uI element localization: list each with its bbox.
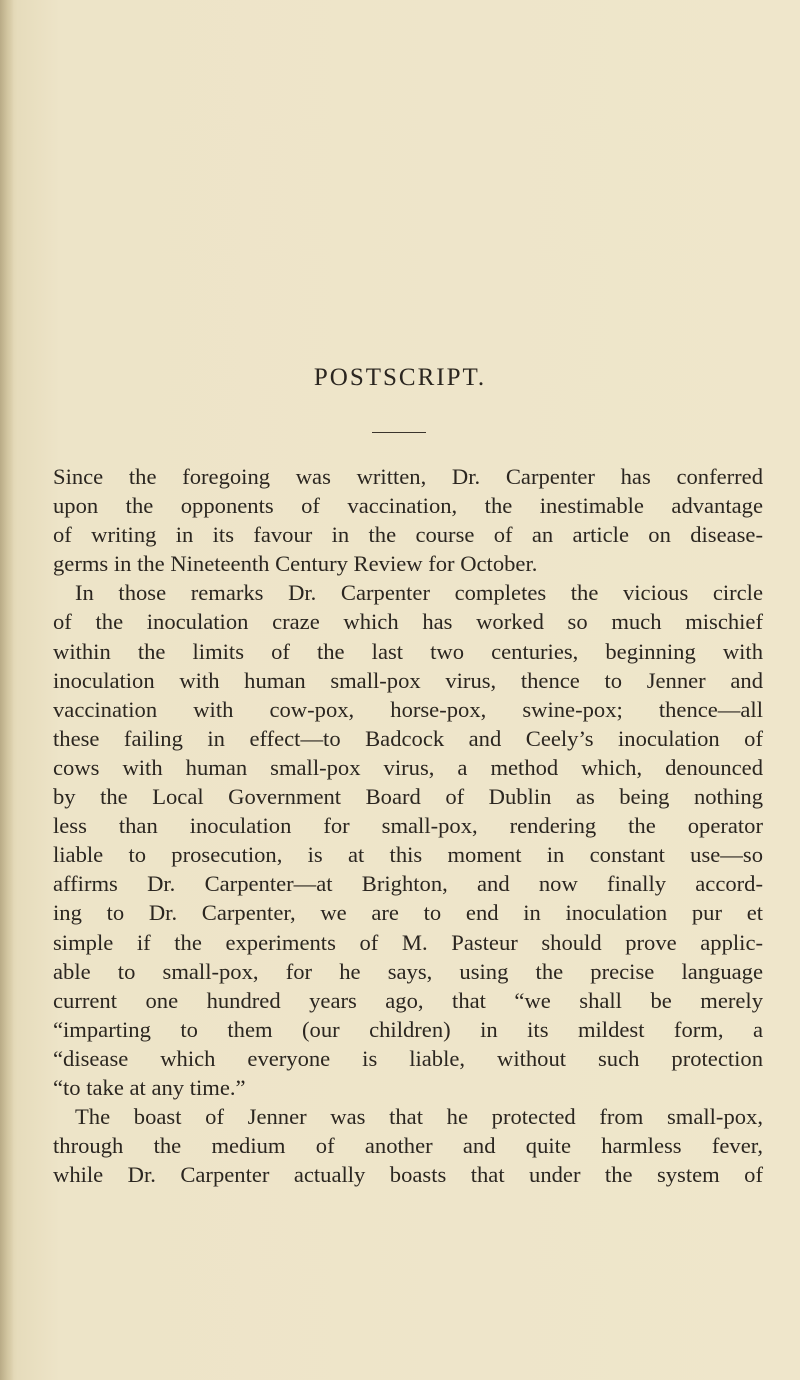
text-line: within the limits of the last two centuries, beginning with [53, 638, 763, 664]
text-line: cows with human small-pox virus, a method which, denounced [53, 754, 763, 780]
text-line: affirms Dr. Carpenter—at Brighton, and now finally accord- [53, 871, 763, 897]
text-line: through the medium of another and quite harmless fever, [53, 1133, 763, 1159]
body-text [53, 462, 763, 1189]
text-line: germs in the Nineteenth Century Review for October. [53, 551, 538, 577]
text-line: “imparting to them (our children) in its mildest form, a [53, 1016, 763, 1042]
text-line: “disease which everyone is liable, without such protection [53, 1045, 763, 1071]
text-line: The boast of Jenner was that he protected from small-pox, [75, 1104, 763, 1130]
page-binding-shadow [0, 0, 14, 1380]
text-line: liable to prosecution, is at this moment in constant use—so [53, 842, 763, 868]
text-line: simple if the experiments of M. Pasteur should prove applic- [53, 929, 763, 955]
page-heading: POSTSCRIPT. [313, 364, 487, 391]
text-line: inoculation with human small-pox virus, thence to Jenner and [53, 667, 763, 693]
text-line: able to small-pox, for he says, using the precise language [53, 958, 763, 984]
text-line: by the Local Government Board of Dublin as being nothing [53, 784, 763, 810]
text-line: of writing in its favour in the course of an article on disease- [53, 522, 763, 548]
text-line: vaccination with cow-pox, horse-pox, swine-pox; thence—all [53, 696, 763, 722]
text-line: current one hundred years ago, that “we shall be merely [53, 987, 763, 1013]
text-line: of the inoculation craze which has worked so much mischief [53, 609, 763, 635]
text-line: Since the foregoing was written, Dr. Carpenter has conferred [53, 464, 763, 489]
text-line: these failing in effect—to Badcock and Ceely’s inoculation of [53, 725, 763, 751]
text-line: upon the opponents of vaccination, the inestimable advantage [53, 493, 763, 519]
heading-rule [372, 432, 426, 433]
text-line: less than inoculation for small-pox, rendering the operator [53, 813, 763, 839]
text-line: In those remarks Dr. Carpenter completes the vicious circle [75, 580, 763, 606]
text-line: while Dr. Carpenter actually boasts that under the system of [53, 1162, 763, 1188]
text-line: ing to Dr. Carpenter, we are to end in inoculation pur et [53, 900, 763, 926]
text-line: “to take at any time.” [53, 1074, 246, 1100]
